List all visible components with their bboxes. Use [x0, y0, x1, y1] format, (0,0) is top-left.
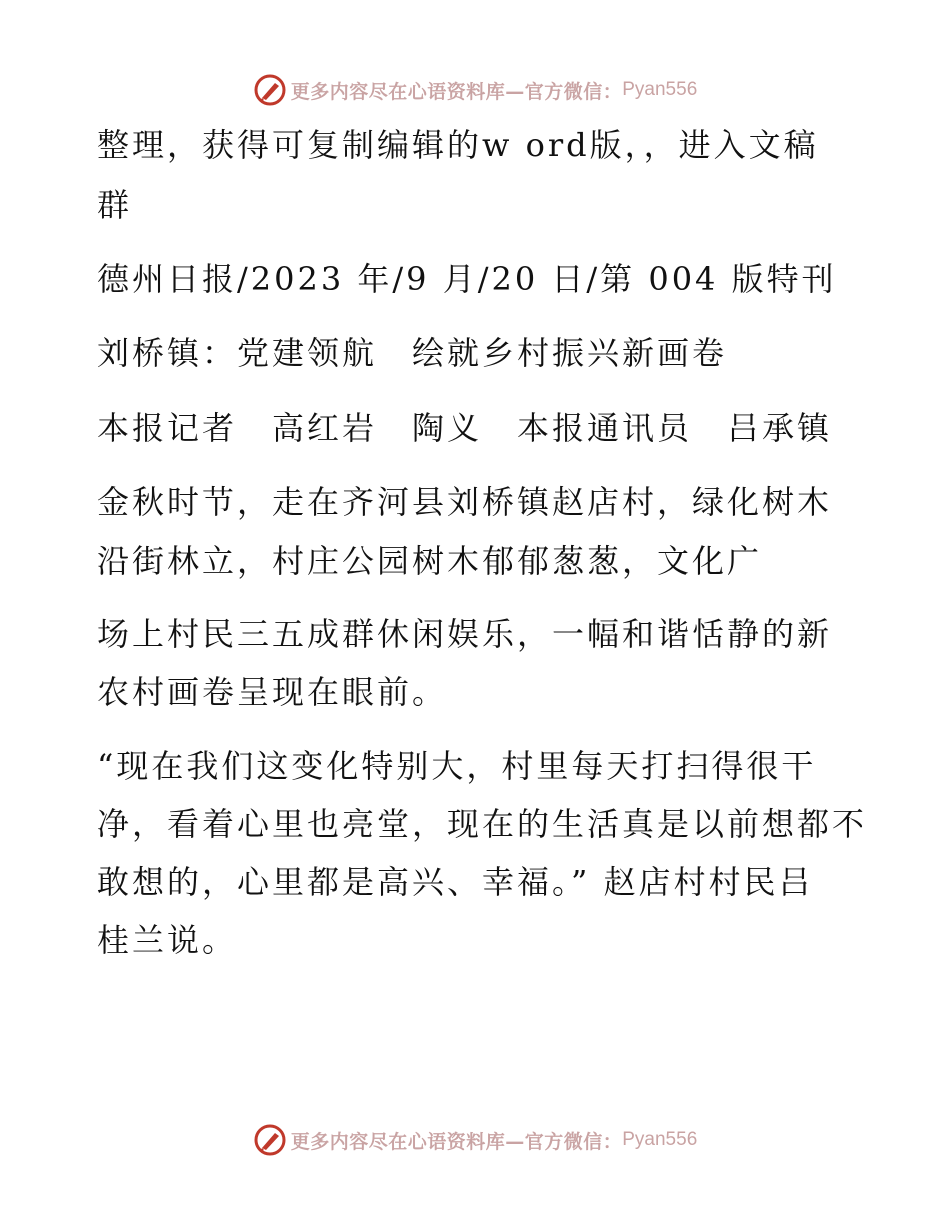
body-line: “现在我们这变化特别大，村里每天打扫得很干	[97, 747, 817, 785]
footer-banner	[0, 1120, 950, 1160]
banner-wechat-id: Pyan556	[622, 1129, 698, 1150]
pen-logo-icon	[253, 73, 287, 107]
body-line: 场上村民三五成群休闲娱乐，一幅和谐恬静的新	[97, 615, 833, 653]
body-line: 刘桥镇：党建领航 绘就乡村振兴新画卷	[97, 334, 728, 372]
body-line: 本报记者 高红岩 陶义 本报通讯员 吕承镇	[97, 409, 833, 447]
header-banner	[0, 70, 950, 110]
body-line: 德州日报/2023 年/9 月/20 日/第 004 版特刊	[97, 260, 837, 298]
banner-wechat-id: Pyan556	[622, 79, 698, 100]
banner-text: 更多内容尽在心语资料库—官方微信：	[290, 80, 623, 103]
banner-text: 更多内容尽在心语资料库—官方微信：	[290, 1130, 623, 1153]
body-line: 群	[97, 186, 133, 224]
body-line: 农村画卷呈现在眼前。	[97, 673, 448, 711]
body-line: 桂兰说。	[97, 921, 238, 959]
body-line: 沿街林立，村庄公园树木郁郁葱葱，文化广	[97, 542, 763, 580]
body-line: 敢想的，心里都是高兴、幸福。” 赵店村村民吕	[97, 863, 814, 901]
pen-logo-icon	[253, 1123, 287, 1157]
body-line: 整理，获得可复制编辑的w ord版，，进入文稿	[97, 126, 819, 164]
body-line: 净，看着心里也亮堂，现在的生活真是以前想都不	[97, 805, 868, 843]
body-line: 金秋时节，走在齐河县刘桥镇赵店村，绿化树木	[97, 483, 833, 521]
